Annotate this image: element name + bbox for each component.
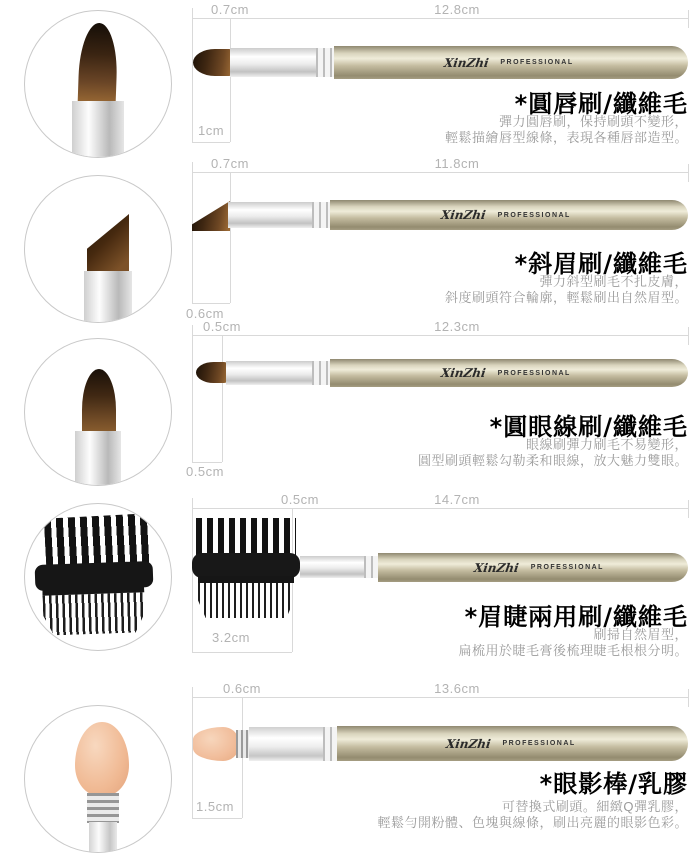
brand-tagline: PROFESSIONAL [530,564,604,571]
stem-closeup [89,822,117,853]
description-line-2: 圓型刷頭輕鬆勾勒柔和眼線，放大魅力雙眼。 [417,453,688,468]
head-width-label: 0.7cm [211,156,249,171]
head-width-label: 0.5cm [281,492,319,507]
head-width-label: 0.7cm [211,2,249,17]
length-label: 12.3cm [434,319,480,334]
head-height-label: 0.5cm [186,464,224,479]
description-line-1: 彈力圓唇刷，保持刷頭不變形， [498,114,688,129]
length-label: 12.8cm [434,2,480,17]
head-height-label: 1.5cm [196,799,234,814]
brand-mark [446,737,576,751]
description-line-2: 輕鬆描繪唇型線條，表現各種唇部造型。 [444,130,688,145]
dimension-bottom-line [192,818,242,819]
description-line-2: 斜度刷頭符合輪廓，輕鬆刷出自然眉型。 [444,290,688,305]
dimension-top-line [192,697,688,698]
product-title: *斜眉刷/纖維毛 [514,250,688,278]
description-line-1: 可替換式刷頭。細緻Q彈乳膠， [501,799,688,814]
length-label: 14.7cm [434,492,480,507]
description-line-1: 刷掃自然眉型， [593,627,688,642]
sponge-closeup [75,722,129,796]
brand-tagline: PROFESSIONAL [497,211,571,219]
brand-logo: XinZhi [444,736,492,751]
description-line-2: 輕鬆勻開粉體、色塊與線條，刷出亮麗的眼影色彩。 [377,815,688,830]
product-title: *眉睫兩用刷/纖維毛 [464,603,688,631]
product-title: *圓眼線刷/纖維毛 [489,413,688,441]
ribbed-collar [236,730,250,758]
brand-tagline: PROFESSIONAL [497,369,571,377]
brand-logo: XinZhi [473,560,520,575]
description-line-2: 扁梳用於睫毛膏後梳理睫毛根根分明。 [458,643,688,658]
head-height-label: 3.2cm [212,630,250,645]
brand-logo: XinZhi [439,208,487,222]
brush-closeup-photo [24,705,172,853]
brand-logo: XinZhi [442,55,490,70]
head-height-label: 0.6cm [186,306,224,321]
applicator-body [249,727,325,761]
dimension-left-line [192,687,193,818]
sponge-tip [193,727,238,761]
brush-handle [337,726,688,761]
product-title: *圓唇刷/纖維毛 [514,90,688,118]
length-label: 13.6cm [434,681,480,696]
head-height-label: 1cm [198,123,225,138]
head-width-label: 0.6cm [223,681,261,696]
description-line-1: 彈力斜型刷毛不扎皮膚， [539,274,688,289]
brand-tagline: PROFESSIONAL [502,740,576,747]
brand-tagline: PROFESSIONAL [500,59,574,66]
product-title: *眼影棒/乳膠 [539,770,688,798]
product-description [377,799,688,831]
brand-logo: XinZhi [439,366,487,380]
ferrule-rings [323,727,337,761]
collar-closeup [87,793,119,823]
dimension-right-tick [688,689,689,707]
description-line-1: 眼線刷彈力刷毛不易變形， [525,437,688,452]
head-width-label: 0.5cm [203,319,241,334]
length-label: 11.8cm [434,156,480,171]
